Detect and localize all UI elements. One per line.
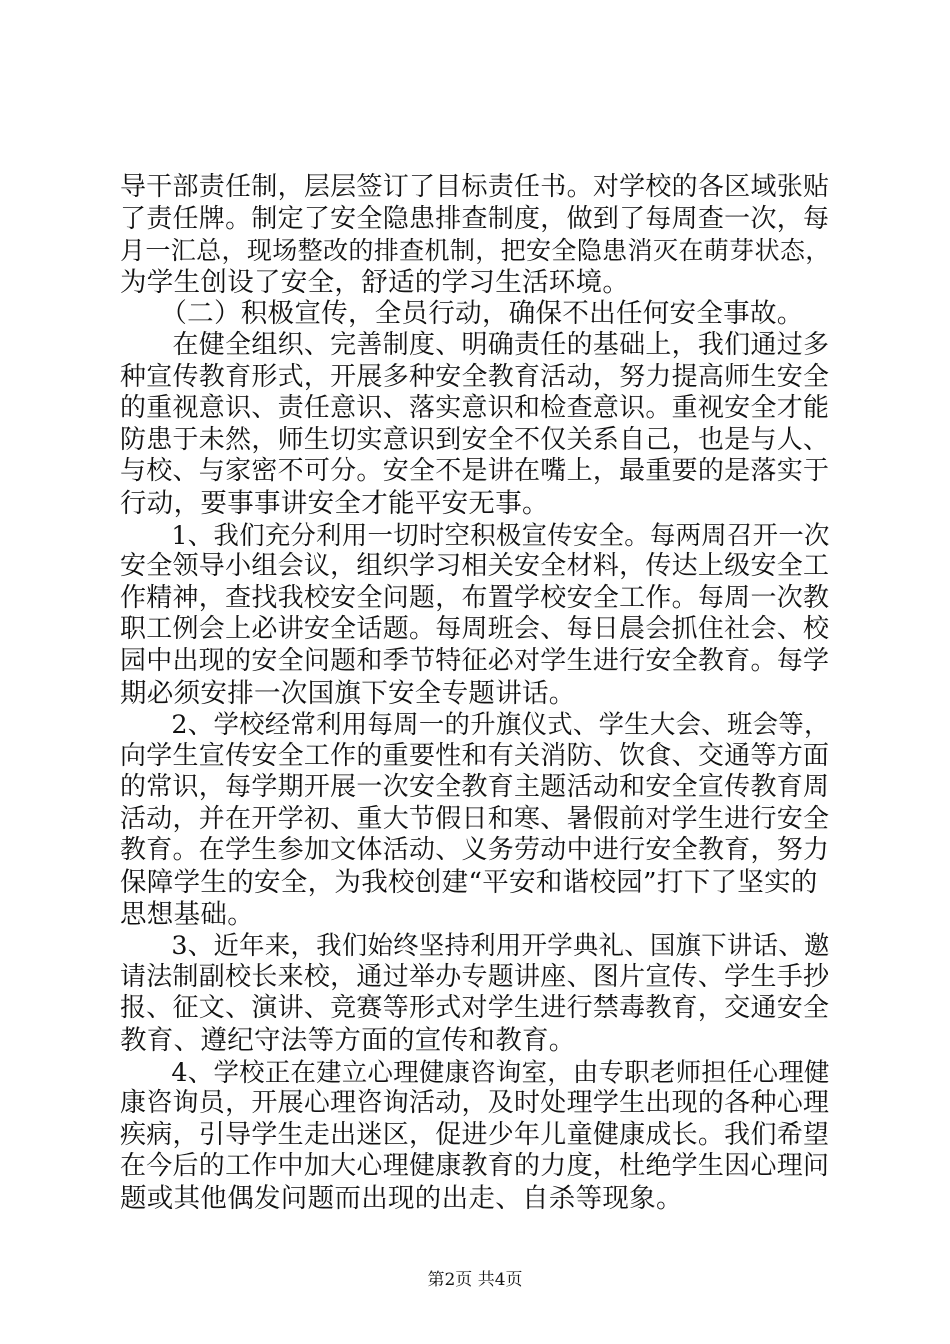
text-line: 教育、遵纪守法等方面的宣传和教育。 <box>120 1025 576 1057</box>
text-line: 教育。在学生参加文体活动、义务劳动中进行安全教育，努力 <box>120 835 830 866</box>
text-line: 向学生宣传安全工作的重要性和有关消防、饮食、交通等方面 <box>120 740 830 771</box>
text-line: 疾病，引导学生走出迷区，促进少年儿童健康成长。我们希望 <box>120 1119 830 1150</box>
text-line: 作精神，查找我校安全问题，布置学校安全工作。每周一次教 <box>120 582 830 613</box>
text-line: 安全领导小组会议，组织学习相关安全材料，传达上级安全工 <box>120 551 830 582</box>
text-line: 的重视意识、责任意识、落实意识和检查意识。重视安全才能 <box>120 393 830 424</box>
text-line: 月一汇总，现场整改的排查机制，把安全隐患消灭在萌芽状态， <box>120 236 831 266</box>
text-line: 种宣传教育形式，开展多种安全教育活动，努力提高师生安全 <box>120 361 830 392</box>
text-line: 3、近年来，我们始终坚持利用开学典礼、国旗下讲话、邀 <box>120 930 830 961</box>
text-line: 导干部责任制，层层签订了目标责任书。对学校的各区域张贴 <box>120 172 830 202</box>
text-line: 职工例会上必讲安全话题。每周班会、每日晨会抓住社会、校 <box>120 614 830 645</box>
text-line: 与校、与家密不可分。安全不是讲在嘴上，最重要的是落实于 <box>120 456 830 487</box>
text-line: 了责任牌。制定了安全隐患排查制度，做到了每周查一次，每 <box>120 203 830 234</box>
text-line: 1、我们充分利用一切时空积极宣传安全。每两周召开一次 <box>120 519 830 550</box>
text-line: 园中出现的安全问题和季节特征必对学生进行安全教育。每学 <box>120 645 830 676</box>
text-line: 思想基础。 <box>120 898 254 930</box>
text-line: 请法制副校长来校，通过举办专题讲座、图片宣传、学生手抄 <box>120 961 830 992</box>
text-line: 在今后的工作中加大心理健康教育的力度，杜绝学生因心理问 <box>120 1151 830 1182</box>
text-line: 在健全组织、完善制度、明确责任的基础上，我们通过多 <box>120 329 830 360</box>
text-line: （二）积极宣传，全员行动，确保不出任何安全事故。 <box>120 298 804 330</box>
text-line: 2、学校经常利用每周一的升旗仪式、学生大会、班会等， <box>120 709 830 740</box>
text-line: 活动，并在开学初、重大节假日和寒、暑假前对学生进行安全 <box>120 803 830 834</box>
text-line: 4、学校正在建立心理健康咨询室，由专职老师担任心理健 <box>120 1056 830 1087</box>
text-line: 报、征文、演讲、竞赛等形式对学生进行禁毒教育，交通安全 <box>120 993 830 1024</box>
text-line: 行动，要事事讲安全才能平安无事。 <box>120 487 549 519</box>
text-line: 的常识，每学期开展一次安全教育主题活动和安全宣传教育周 <box>120 772 830 803</box>
text-line: 为学生创设了安全，舒适的学习生活环境。 <box>120 266 630 298</box>
text-line: 保障学生的安全，为我校创建“平安和谐校园”打下了坚实的 <box>120 867 818 899</box>
text-line: 题或其他偶发问题而出现的出走、自杀等现象。 <box>120 1183 683 1214</box>
page-footer: 第2页 共4页 <box>427 1270 523 1290</box>
text-line: 康咨询员，开展心理咨询活动，及时处理学生出现的各种心理 <box>120 1088 830 1119</box>
text-line: 期必须安排一次国旗下安全专题讲话。 <box>120 677 576 709</box>
text-line: 防患于未然，师生切实意识到安全不仅关系自己，也是与人、 <box>120 424 830 455</box>
document-body <box>120 172 830 1215</box>
